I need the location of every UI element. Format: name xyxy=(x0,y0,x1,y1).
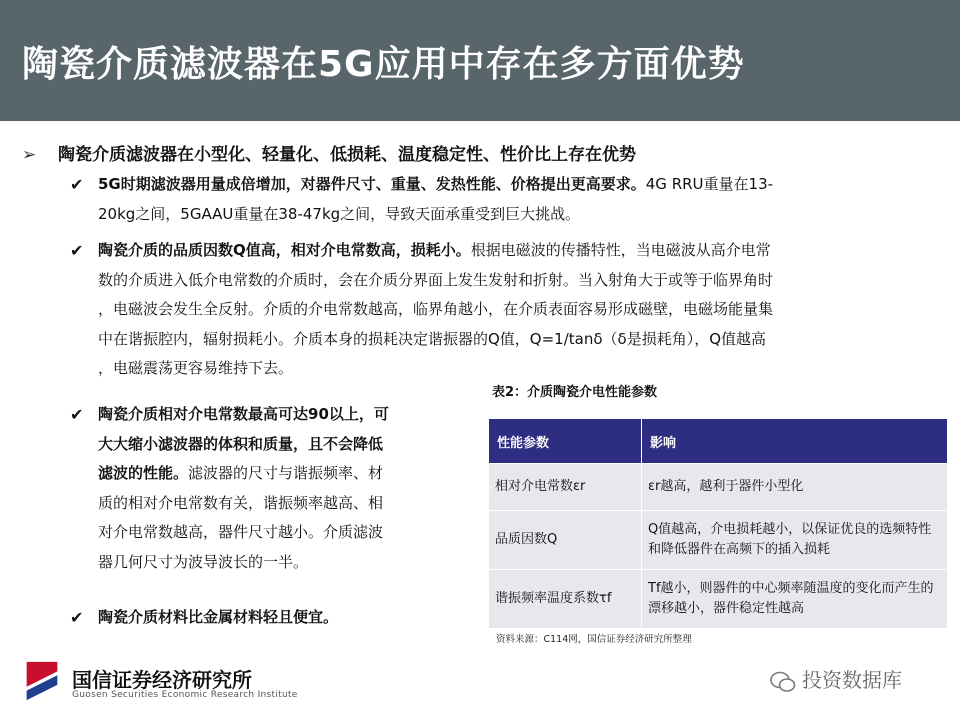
point-1 xyxy=(70,170,948,229)
guosen-logo-icon xyxy=(20,658,64,704)
page-title: 陶瓷介质滤波器在5G应用中存在多方面优势 xyxy=(22,44,745,85)
point-2-bold: 陶瓷介质的品质因数Q值高，相对介电常数高，损耗小。 xyxy=(98,241,471,259)
table-cell: εr越高，越利于器件小型化 xyxy=(642,464,948,511)
table-cell: 品质因数Q xyxy=(489,511,642,570)
title-bar xyxy=(0,0,960,121)
dielectric-properties-table xyxy=(488,418,948,629)
table-cell: 谐振频率温度系数τf xyxy=(489,570,642,629)
point-2-line-4: 中在谐振腔内，辐射损耗小。介质本身的损耗决定谐振器的Q值，Q=1/tanδ（δ是损耗角），Q值越高 xyxy=(98,329,767,348)
table-header-row xyxy=(489,419,948,464)
point-3-bold-3: 滤波的性能。 xyxy=(98,464,189,482)
table-caption: 表2：介质陶瓷介电性能参数 xyxy=(492,385,658,400)
table-header-param: 性能参数 xyxy=(489,419,642,464)
point-2-line-3: ，电磁波会发生全反射。介质的介电常数越高，临界角越小，在介质表面容易形成磁壁，电磁场能量集 xyxy=(98,300,774,318)
wechat-icon xyxy=(770,671,796,693)
point-2 xyxy=(70,236,948,384)
main-bullet xyxy=(22,140,636,165)
watermark-text: 投资数据库 xyxy=(802,668,902,692)
check-icon: ✔ xyxy=(70,608,84,627)
table-cell: Q值越高，介电损耗越小，以保证优良的选频特性和降低器件在高频下的插入损耗 xyxy=(642,511,948,570)
point-4-bold: 陶瓷介质材料比金属材料轻且便宜。 xyxy=(98,608,339,626)
point-3 xyxy=(70,400,478,577)
main-bullet-text: 陶瓷介质滤波器在小型化、轻量化、低损耗、温度稳定性、性价比上存在优势 xyxy=(58,145,636,165)
table-row xyxy=(489,464,948,511)
watermark xyxy=(770,664,902,693)
point-3-bold-2: 大大缩小滤波器的体积和质量，且不会降低 xyxy=(98,434,384,453)
table-header-impact: 影响 xyxy=(642,419,948,464)
point-1-line-2: 20kg之间，5GAAU重量在38-47kg之间，导致天面承重受到巨大挑战。 xyxy=(98,204,581,223)
point-2-text: 根据电磁波的传播特性，当电磁波从高介电常 xyxy=(470,241,771,259)
check-icon: ✔ xyxy=(70,405,84,424)
arrow-bullet-icon: ➢ xyxy=(22,145,37,165)
table-source: 资料来源：C114网，国信证券经济研究所整理 xyxy=(496,634,692,645)
institute-name-en: Guosen Securities Economic Research Institute xyxy=(72,690,298,700)
table-row xyxy=(489,511,948,570)
point-3-text: 滤波器的尺寸与谐振频率、材 xyxy=(188,464,384,482)
point-3-bold-1: 陶瓷介质相对介电常数最高可达90以上，可 xyxy=(98,405,389,423)
point-3-line-6: 器几何尺寸为波导波长的一半。 xyxy=(98,552,309,571)
table-cell: Tf越小，则器件的中心频率随温度的变化而产生的漂移越小，器件稳定性越高 xyxy=(642,570,948,629)
check-icon: ✔ xyxy=(70,241,84,260)
point-1-text: 4G RRU重量在13- xyxy=(645,175,774,193)
check-icon: ✔ xyxy=(70,175,84,194)
point-2-line-2: 数的介质进入低介电常数的介质时，会在介质分界面上发生发射和折射。当入射角大于或等于临界角时 xyxy=(98,270,774,289)
point-1-bold: 5G时期滤波器用量成倍增加，对器件尺寸、重量、发热性能、价格提出更高要求。 xyxy=(98,175,646,193)
point-3-line-5: 对介电常数越高，器件尺寸越小。介质滤波 xyxy=(98,523,384,541)
institute-name: 国信证券经济研究所 xyxy=(72,668,252,692)
table-cell: 相对介电常数εr xyxy=(489,464,642,511)
point-3-line-4: 质的相对介电常数有关，谐振频率越高、相 xyxy=(98,493,384,512)
table-row xyxy=(489,570,948,629)
point-4 xyxy=(70,603,478,633)
point-2-line-5: ，电磁震荡更容易维持下去。 xyxy=(98,359,294,377)
